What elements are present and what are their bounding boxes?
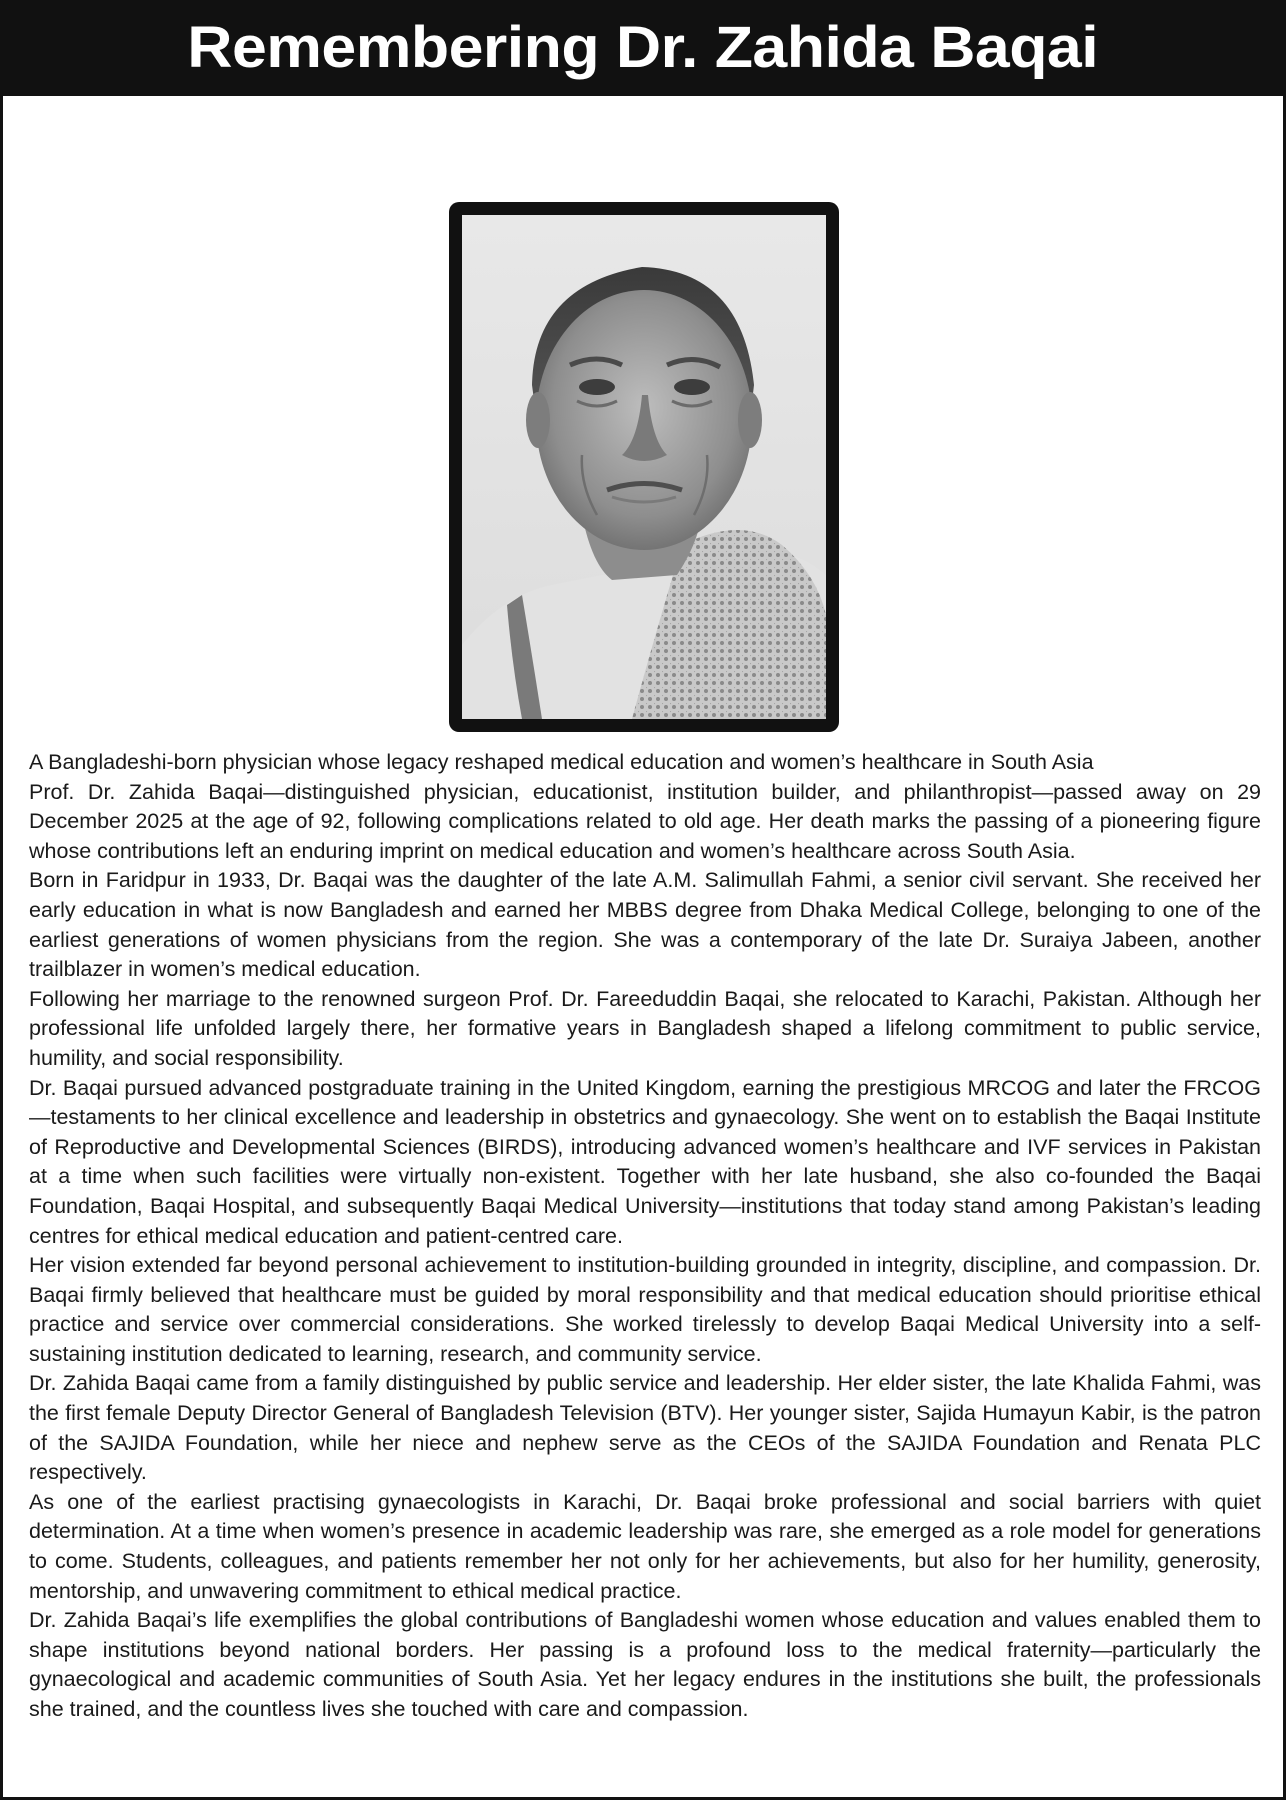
portrait-frame bbox=[449, 202, 839, 732]
article-paragraph: Dr. Baqai pursued advanced postgraduate training in the United Kingdom, earning the prestigious MRCOG and later the FRCOG—testaments to her clinical excellence and leadership in obstetrics and gynaecology. She went on to establish the Baqai Institute of Reproductive and Developmental Sciences (BIRDS), introducing advanced women’s healthcare and IVF services in Pakistan at a time when such facilities were virtually non-existent. Together with her late husband, she also co-founded the Baqai Foundation, Baqai Hospital, and subsequently Baqai Medical University—institutions that today stand among Pakistan’s leading centres for ethical medical education and patient-centred care. bbox=[29, 1075, 1261, 1248]
article-paragraph: Born in Faridpur in 1933, Dr. Baqai was the daughter of the late A.M. Salimullah Fahmi, a senior civil servant. She received her early education in what is now Bangladesh and earned her MBBS degree from Dhaka Medical College, belonging to one of the earliest generations of women physicians from the region. She was a contemporary of the late Dr. Suraiya Jabeen, another trailblazer in women’s medical education. bbox=[29, 868, 1261, 982]
article-paragraph: Prof. Dr. Zahida Baqai—distinguished physician, educationist, institution builder, and philanthropist—passed away on 29 December 2025 at the age of 92, following complications related to old age. Her death marks the passing of a pioneering figure whose contributions left an enduring imprint on medical education and women’s healthcare across South Asia. bbox=[29, 779, 1261, 863]
article-paragraph: Dr. Zahida Baqai’s life exemplifies the global contributions of Bangladeshi women whose education and values enabled them to shape institutions beyond national borders. Her passing is a profound loss to the medical fraternity—particularly the gynaecological and academic communities of South Asia. Yet her legacy endures in the institutions she built, the professionals she trained, and the countless lives she touched with care and compassion. bbox=[29, 1608, 1261, 1721]
portrait-photo bbox=[462, 215, 826, 719]
article-paragraph: Her vision extended far beyond personal achievement to institution-building grounded in integrity, discipline, and compassion. Dr. Baqai firmly believed that healthcare must be guided by moral responsibility and that medical education should prioritise ethical practice and service over commercial considerations. She worked tirelessly to develop Baqai Medical University into a self-sustaining institution dedicated to learning, research, and community service. bbox=[29, 1253, 1261, 1366]
article-subtitle: A Bangladeshi-born physician whose legacy reshaped medical education and women’s healthcare in South Asia bbox=[29, 750, 1094, 774]
title-banner bbox=[0, 0, 1286, 96]
article-body bbox=[29, 748, 1261, 1725]
article-paragraph: Dr. Zahida Baqai came from a family distinguished by public service and leadership. Her elder sister, the late Khalida Fahmi, was the first female Deputy Director General of Bangladesh Television (BTV). Her younger sister, Sajida Humayun Kabir, is the patron of the SAJIDA Foundation, while her niece and nephew serve as the CEOs of the SAJIDA Foundation and Renata PLC respectively. bbox=[29, 1371, 1261, 1485]
article-frame bbox=[0, 96, 1286, 1800]
article-paragraph: Following her marriage to the renowned surgeon Prof. Dr. Fareeduddin Baqai, she relocated to Karachi, Pakistan. Although her professional life unfolded largely there, her formative years in Bangladesh shaped a lifelong commitment to public service, humility, and social responsibility. bbox=[29, 986, 1261, 1070]
article-paragraph: As one of the earliest practising gynaecologists in Karachi, Dr. Baqai broke professional and social barriers with quiet determination. At a time when women’s presence in academic leadership was rare, she emerged as a role model for generations to come. Students, colleagues, and patients remember her not only for her achievements, but also for her humility, generosity, mentorship, and unwavering commitment to ethical medical practice. bbox=[29, 1489, 1261, 1603]
page-title: Remembering Dr. Zahida Baqai bbox=[187, 15, 1099, 80]
